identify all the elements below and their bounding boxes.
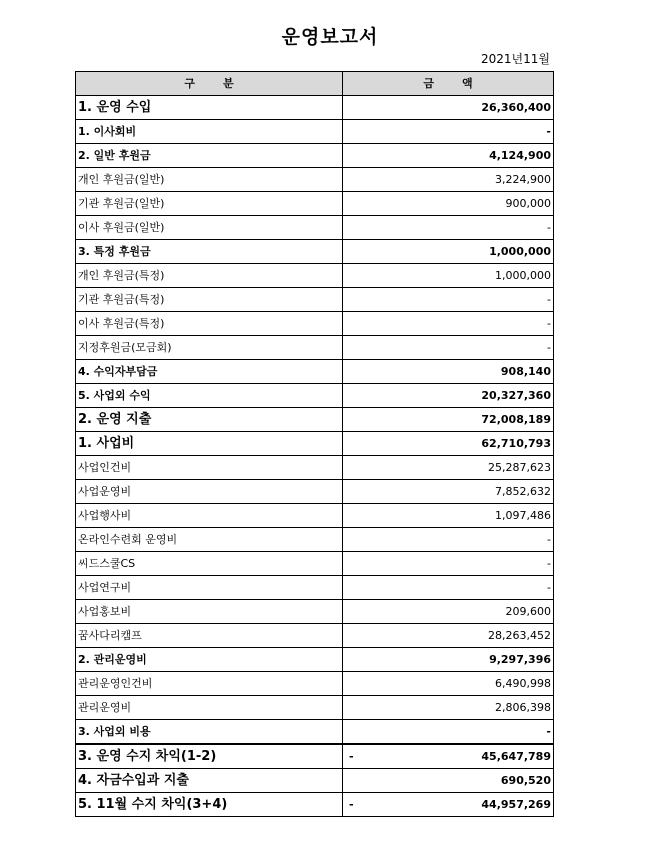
row-amount: 908,140 bbox=[343, 360, 554, 384]
row-amount: 1,000,000 bbox=[343, 264, 554, 288]
row-label: 1. 이사회비 bbox=[76, 120, 343, 144]
table-row bbox=[76, 216, 554, 240]
report-table bbox=[75, 71, 554, 817]
table-row bbox=[76, 528, 554, 552]
row-amount-prefix: - bbox=[349, 750, 354, 763]
row-label: 1. 사업비 bbox=[76, 432, 343, 456]
row-label: 개인 후원금(특정) bbox=[76, 264, 343, 288]
row-label: 4. 자금수입과 지출 bbox=[76, 769, 343, 793]
table-row bbox=[76, 456, 554, 480]
header-category: 구분 bbox=[76, 72, 343, 96]
row-label: 기관 후원금(일반) bbox=[76, 192, 343, 216]
row-label: 이사 후원금(특정) bbox=[76, 312, 343, 336]
report-date: 2021년11월 bbox=[481, 52, 550, 66]
row-amount-prefix: - bbox=[349, 798, 354, 811]
row-label: 3. 특정 후원금 bbox=[76, 240, 343, 264]
row-amount: 28,263,452 bbox=[343, 624, 554, 648]
row-label: 관리운영인건비 bbox=[76, 672, 343, 696]
row-amount: 690,520 bbox=[343, 769, 554, 793]
page-title: 운영보고서 bbox=[281, 26, 379, 48]
table-row bbox=[76, 144, 554, 168]
row-label: 씨드스쿨CS bbox=[76, 552, 343, 576]
row-label: 5. 사업외 수익 bbox=[76, 384, 343, 408]
row-label: 4. 수익자부담금 bbox=[76, 360, 343, 384]
table-row bbox=[76, 648, 554, 672]
table-row bbox=[76, 480, 554, 504]
row-label: 꿈사다리캠프 bbox=[76, 624, 343, 648]
row-label: 이사 후원금(일반) bbox=[76, 216, 343, 240]
row-label: 지정후원금(모금회) bbox=[76, 336, 343, 360]
row-label: 개인 후원금(일반) bbox=[76, 168, 343, 192]
row-amount bbox=[343, 793, 554, 817]
row-amount-value: 45,647,789 bbox=[481, 750, 551, 763]
row-amount: - bbox=[343, 528, 554, 552]
row-amount: - bbox=[343, 216, 554, 240]
table-row bbox=[76, 168, 554, 192]
table-row bbox=[76, 744, 554, 769]
table-row bbox=[76, 624, 554, 648]
table-row bbox=[76, 408, 554, 432]
table-row bbox=[76, 264, 554, 288]
row-label: 2. 일반 후원금 bbox=[76, 144, 343, 168]
table-row bbox=[76, 720, 554, 745]
row-label: 1. 운영 수입 bbox=[76, 96, 343, 120]
table-row bbox=[76, 96, 554, 120]
row-amount: 209,600 bbox=[343, 600, 554, 624]
table-row bbox=[76, 288, 554, 312]
row-amount: 72,008,189 bbox=[343, 408, 554, 432]
table-row bbox=[76, 552, 554, 576]
row-label: 2. 관리운영비 bbox=[76, 648, 343, 672]
row-label: 5. 11월 수지 차익(3+4) bbox=[76, 793, 343, 817]
table-row bbox=[76, 769, 554, 793]
row-amount: 7,852,632 bbox=[343, 480, 554, 504]
row-label: 3. 운영 수지 차익(1-2) bbox=[76, 744, 343, 769]
row-label: 사업연구비 bbox=[76, 576, 343, 600]
row-amount: 20,327,360 bbox=[343, 384, 554, 408]
row-label: 3. 사업외 비용 bbox=[76, 720, 343, 745]
row-amount: 9,297,396 bbox=[343, 648, 554, 672]
table-row bbox=[76, 696, 554, 720]
table-header-row bbox=[76, 72, 554, 96]
row-amount: 3,224,900 bbox=[343, 168, 554, 192]
table-row bbox=[76, 576, 554, 600]
row-label: 관리운영비 bbox=[76, 696, 343, 720]
row-amount: 1,000,000 bbox=[343, 240, 554, 264]
row-amount: - bbox=[343, 312, 554, 336]
table-row bbox=[76, 504, 554, 528]
row-amount: - bbox=[343, 720, 554, 745]
table-row bbox=[76, 312, 554, 336]
row-label: 2. 운영 지출 bbox=[76, 408, 343, 432]
row-label: 사업홍보비 bbox=[76, 600, 343, 624]
row-amount bbox=[343, 744, 554, 769]
row-label: 사업운영비 bbox=[76, 480, 343, 504]
table-row bbox=[76, 336, 554, 360]
table-row bbox=[76, 384, 554, 408]
row-amount: - bbox=[343, 552, 554, 576]
row-amount: - bbox=[343, 576, 554, 600]
table-row bbox=[76, 432, 554, 456]
table-row bbox=[76, 793, 554, 817]
row-label: 온라인수련회 운영비 bbox=[76, 528, 343, 552]
table-row bbox=[76, 672, 554, 696]
row-amount: 1,097,486 bbox=[343, 504, 554, 528]
header-amount: 금액 bbox=[343, 72, 554, 96]
row-amount: - bbox=[343, 336, 554, 360]
row-amount: 2,806,398 bbox=[343, 696, 554, 720]
row-amount: 25,287,623 bbox=[343, 456, 554, 480]
row-amount: 6,490,998 bbox=[343, 672, 554, 696]
row-amount: - bbox=[343, 120, 554, 144]
table-row bbox=[76, 192, 554, 216]
row-label: 사업인건비 bbox=[76, 456, 343, 480]
row-amount: 900,000 bbox=[343, 192, 554, 216]
table-row bbox=[76, 600, 554, 624]
table-row bbox=[76, 240, 554, 264]
row-amount-value: 44,957,269 bbox=[481, 798, 551, 811]
table-row bbox=[76, 120, 554, 144]
row-label: 기관 후원금(특정) bbox=[76, 288, 343, 312]
row-label: 사업행사비 bbox=[76, 504, 343, 528]
row-amount: 26,360,400 bbox=[343, 96, 554, 120]
row-amount: 4,124,900 bbox=[343, 144, 554, 168]
row-amount: - bbox=[343, 288, 554, 312]
table-row bbox=[76, 360, 554, 384]
row-amount: 62,710,793 bbox=[343, 432, 554, 456]
